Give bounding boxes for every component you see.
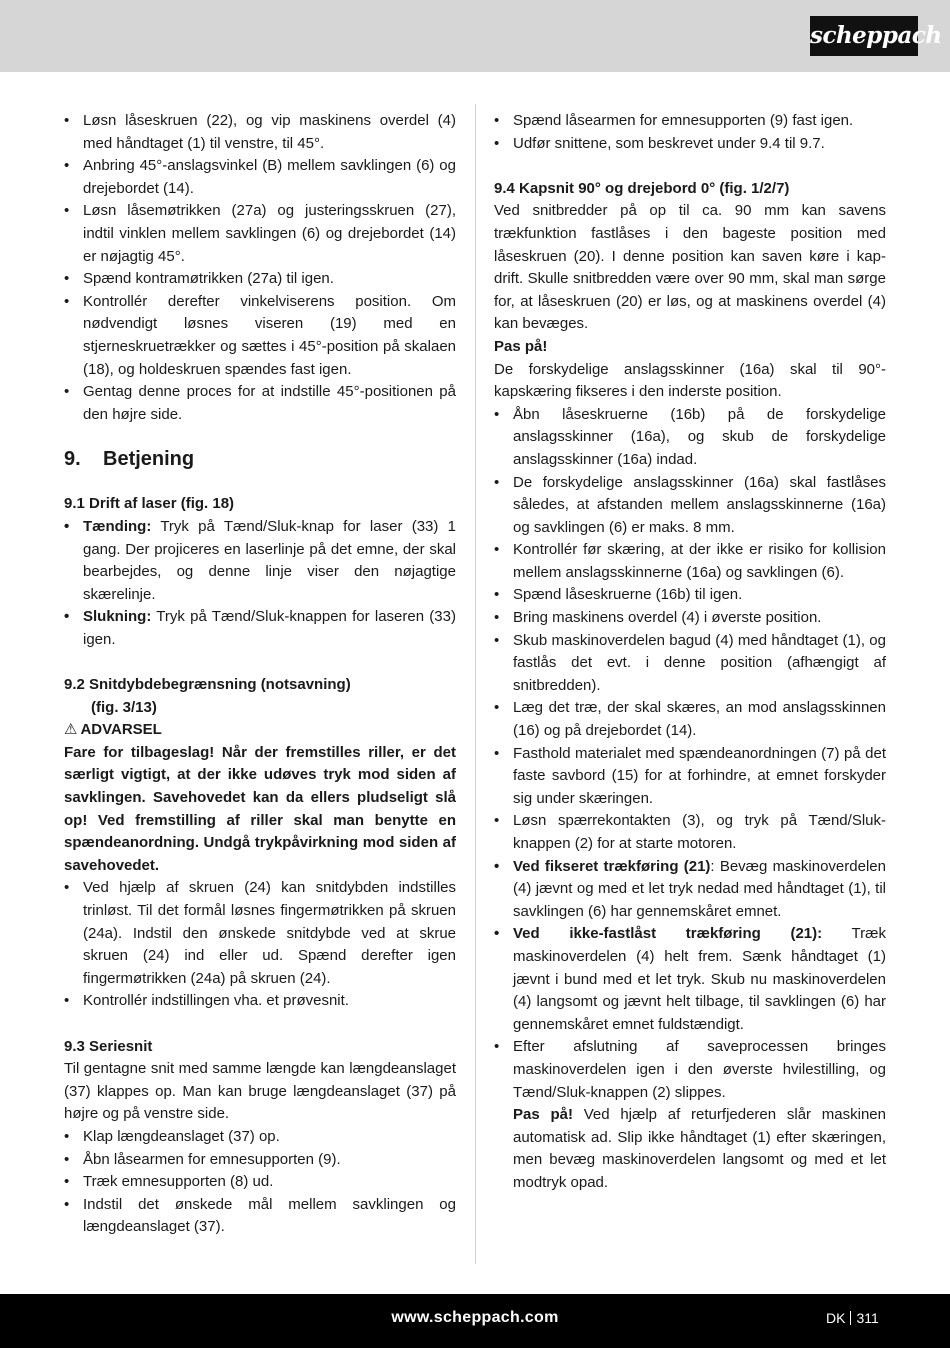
list-item: • Spænd kontramøtrikken (27a) til igen. [64, 268, 456, 291]
list-item [64, 606, 456, 651]
list-item: • Ved hjælp af skruen (24) kan snitdybden indstilles trinløst. Til det formål løsnes fingermøtrikken på skruen (24a). Indstil den ønskede snitdybde ved at skrue skruen (24) ind eller ud. Spænd derefter igen fingermøtrikken (24a) på skruen (24). [64, 877, 456, 990]
list-item: • Indstil det ønskede mål mellem savklingen og længdeanslaget (37). [64, 1194, 456, 1239]
column-divider [475, 104, 476, 1264]
list-item-label: Ved ikke-fastlåst trækføring (21): [513, 925, 823, 943]
list-item-text: Tryk på Tænd/Sluk-knap for laser (33) 1 gang. Der projiceres en laserlinje på det emne, der skal bearbejdes, og denne linje viser den nøjagtige skærelinje. [83, 517, 456, 603]
separator [850, 1311, 851, 1325]
list-item: • Skub maskinoverdelen bagud (4) med håndtaget (1), og fastlås det evt. i denne position (afhængigt af snitbredden). [494, 630, 886, 698]
list-item-text: Tryk på Tænd/Sluk-knappen for laseren (33) igen. [83, 608, 456, 648]
list-item [494, 923, 886, 1036]
note-text: Ved hjælp af returfjederen slår maskinen automatisk ad. Slip ikke håndtaget (1) efter skæringen, men bevæg maskinoverdelen langsomt og med et let modtryk opad. [513, 1106, 886, 1191]
right-column [494, 110, 886, 1195]
list-item: • Efter afslutning af saveprocessen bringes maskinoverdelen igen i den øverste hvilestilling, og Tænd/Sluk-knappen (2) slippes. [494, 1036, 886, 1104]
list-item-label: Slukning: [83, 608, 152, 626]
language-code: DK [826, 1310, 846, 1326]
chapter-heading [64, 446, 456, 472]
list-item: • Åbn låseskruerne (16b) på de forskydelige anslagsskinner (16a), og skub de forskydelige anslagsskinner (16a) indad. [494, 404, 886, 472]
list-item: • Kontrollér indstillingen vha. et prøvesnit. [64, 990, 456, 1013]
list-item: • Træk emnesupporten (8) ud. [64, 1171, 456, 1194]
list-item-label: Ved fikseret trækføring (21) [513, 857, 711, 875]
page-header [0, 0, 950, 72]
paragraph: Ved snitbredder på op til ca. 90 mm kan savens trækfunktion fastlåses i den bageste position med låseskruen (20). I denne position kan saven køre i kap-drift. Skulle snitbredden være over 90 mm, skal man sørge for, at låseskruen (20) er løs, og at maskinens overdel (4) kan bevæges. [494, 202, 886, 333]
section-figure-ref: (fig. 3/13) [91, 698, 157, 716]
list-item: • Gentag denne proces for at indstille 45°-positionen på den højre side. [64, 381, 456, 426]
brand-logo: scheppach [810, 16, 918, 56]
list-item: • Fasthold materialet med spændeanordningen (7) på det faste savbord (15) for at forhindre, at emnet forskyder sig under skæringen. [494, 743, 886, 811]
note [494, 1104, 886, 1194]
warning-heading [64, 719, 456, 742]
warning-text: Fare for tilbageslag! Når der fremstilles riller, er det særligt vigtigt, at der ikke udøves tryk mod siden af savklingen. Savehovedet kan da ellers pludseligt slå op! Ved fremstilling af riller skal man benytte en spændeanordning. Undgå trykpåvirkning mod siden af savehovedet. [64, 743, 456, 874]
paragraph: De forskydelige anslagsskinner (16a) skal til 90°-kapskæring fikseres i den inderste position. [494, 360, 886, 401]
list-item: • Løsn låsemøtrikken (27a) og justeringsskruen (27), indtil vinklen mellem savklingen (6) og drejebordet (14) er nøjagtig 45°. [64, 200, 456, 268]
footer-url: www.scheppach.com [391, 1309, 559, 1326]
list-item: • Løsn spærrekontakten (3), og tryk på Tænd/Sluk-knappen (2) for at starte motoren. [494, 810, 886, 855]
section-title-9-1: 9.1 Drift af laser (fig. 18) [64, 495, 235, 513]
list-item-text: Træk maskinoverdelen (4) helt frem. Sænk håndtaget (1) jævnt i bund med et let tryk. Skub nu maskinoverdelen (4) langsomt og jævnt helt tilbage, til savklingen (6) har gennemskåret emnet fuldstændigt. [513, 925, 886, 1033]
list-item: • Anbring 45°-anslagsvinkel (B) mellem savklingen (6) og drejebordet (14). [64, 155, 456, 200]
section-title-9-3: 9.3 Seriesnit [64, 1037, 153, 1055]
list-item: • Klap længdeanslaget (37) op. [64, 1126, 456, 1149]
list-item: • Løsn låseskruen (22), og vip maskinens overdel (4) med håndtaget (1) til venstre, til 45°. [64, 110, 456, 155]
chapter-title: Betjening [103, 448, 195, 471]
chapter-number: 9. [64, 448, 81, 471]
list-item: • Kontrollér før skæring, at der ikke er risiko for kollision mellem anslagsskinnerne (16a) og savklingen (6). [494, 539, 886, 584]
list-item: • Spænd låseskruerne (16b) til igen. [494, 584, 886, 607]
left-column [64, 110, 456, 1239]
list-item: • Læg det træ, der skal skæres, an mod anslagsskinnen (16) og på drejebordet (14). [494, 697, 886, 742]
page-footer [0, 1294, 950, 1348]
list-item: • Bring maskinens overdel (4) i øverste position. [494, 607, 886, 630]
list-item: • De forskydelige anslagsskinner (16a) skal fastlåses således, at afstanden mellem anslagsskinnerne (16a) og savklingen (6) er maks. 8 mm. [494, 472, 886, 540]
list-item [494, 856, 886, 924]
list-item: • Spænd låsearmen for emnesupporten (9) fast igen. [494, 110, 886, 133]
list-item: • Kontrollér derefter vinkelviserens position. Om nødvendigt løsnes viseren (19) med en stjerneskruetrækker og sættes i 45°-position på skalaen (18), og holdeskruen spændes fast igen. [64, 291, 456, 381]
attention-label: Pas på! [494, 337, 548, 355]
list-item-label: Tænding: [83, 517, 152, 535]
page-number [826, 1310, 879, 1326]
list-item: • Åbn låsearmen for emnesupporten (9). [64, 1149, 456, 1172]
list-item-text: : Bevæg maskinoverdelen (4) jævnt og med et let tryk nedad med håndtaget (1), til savklingen (6) har gennemskåret emnet. [513, 857, 886, 920]
list-item [64, 516, 456, 606]
note-label: Pas på! [513, 1106, 573, 1124]
warning-triangle-icon: ⚠ [64, 721, 78, 739]
page-number-value: 311 [856, 1310, 879, 1326]
section-title-9-2: 9.2 Snitdybdebegrænsning (notsavning) [64, 676, 351, 694]
warning-label: ADVARSEL [80, 721, 162, 739]
paragraph: Til gentagne snit med samme længde kan længdeanslaget (37) klappes op. Man kan bruge længdeanslaget (37) på højre og på venstre side. [64, 1060, 456, 1123]
section-title-9-4: 9.4 Kapsnit 90° og drejebord 0° (fig. 1/2/7) [494, 179, 790, 197]
list-item: • Udfør snittene, som beskrevet under 9.4 til 9.7. [494, 133, 886, 156]
